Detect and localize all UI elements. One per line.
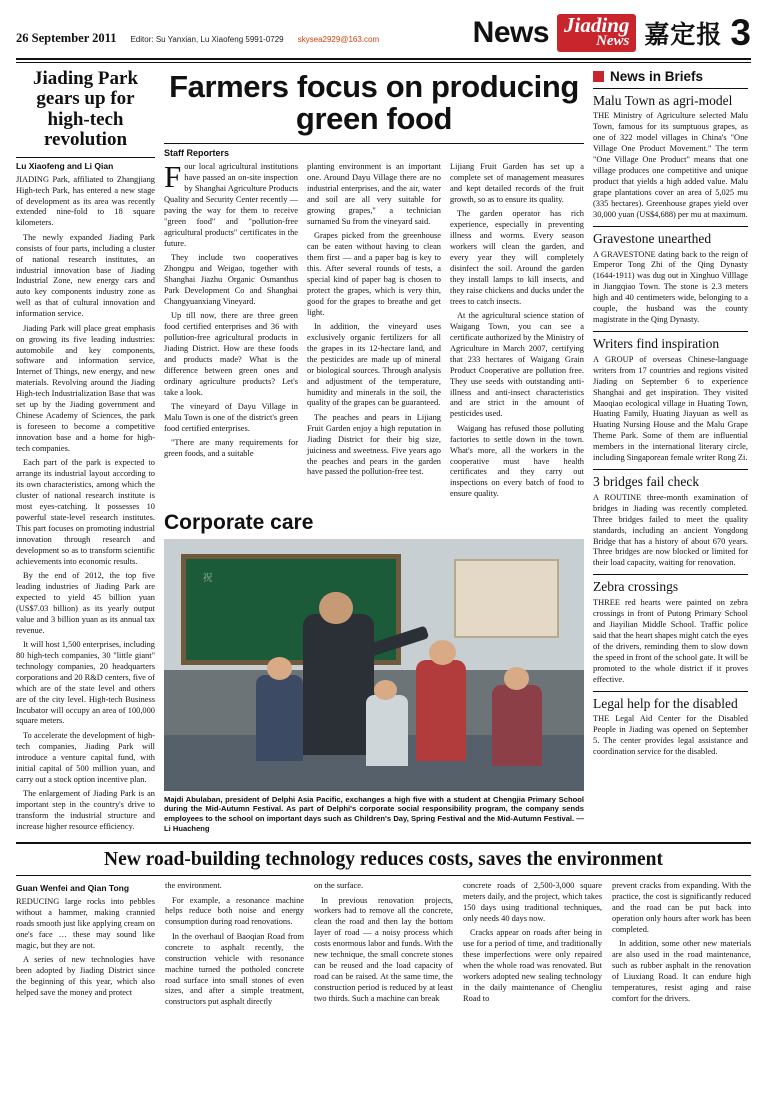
bottom-byline: Guan Wenfei and Qian Tong (16, 883, 130, 894)
red-square-icon (593, 71, 604, 82)
bottom-paragraph: In previous renovation projects, workers had to remove all the concrete, clean the road and then lay the bottom layer of road — a noisy process which costs enormous labor and funds. With the new technique, the small concrete stones can be reused and the load capacity of road can be raised. At the same time, the construction period is reduced by at least two thirds. Such a machine can break (314, 895, 453, 1003)
main-paragraph: The peaches and pears in Lijiang Fruit Garden enjoy a high reputation in Jiading District for their big size, juiciness and sweetness. Five years ago the peaches and pears in the garden have passed the pollution-free test. (307, 412, 441, 477)
brief-divider (593, 331, 748, 332)
left-column (16, 69, 155, 837)
bottom-paragraph: concrete roads of 2,500-3,000 square meters daily, and the project, which takes 150 days using traditional techniques, only needs 40 days now. (463, 881, 602, 923)
photo-headline: Corporate care (164, 510, 314, 534)
main-paragraph: Four local agricultural institutions have passed an on-site inspection by Shanghai Agriculture Products Quality and Security Center recently — paving the way for them to receive "green food" and "pollution-free agricultural products" certificates in the future. (164, 159, 298, 248)
brief-divider (593, 574, 748, 575)
bottom-paragraph: A series of new technologies have been adopted by Jiading District since the beginning of this year, which also helped save the money and protect (16, 955, 155, 998)
page-number: 3 (730, 12, 751, 54)
brief-title: 3 bridges fail check (593, 474, 700, 490)
student-highfive-head (429, 640, 456, 665)
bottom-paragraph: REDUCING large rocks into pebbles without a hammer, making crannied roads smooth just like applying cream on one's face … these may sound like magic, but they are not. (16, 897, 155, 950)
main-paragraph: The vineyard of Dayu Village in Malu Town is one of the district's green food certified enterprises. (164, 401, 298, 433)
left-byline: Lu Xiaofeng and Li Qian (16, 160, 114, 171)
bottom-col-1 (16, 881, 155, 1012)
masthead-rule-thick (16, 58, 751, 60)
main-paragraph: In addition, the vineyard uses exclusively organic fertilizers for all the grapes in its 12-hectare land, and the pesticides are made up of mineral or biological sources. Through analysis and adjustment of the temperature, humidity and minerals in the soil, the quality of the grapes can be guaranteed. (307, 321, 441, 408)
main-paragraph: Waigang has refused those polluting factories to settle down in the town. What's more, all the workers in the cooperative must have health certificates and they carry out inspections on every batch of food to ensure quality. (450, 423, 584, 499)
brief-title: Zebra crossings (593, 579, 679, 595)
main-col-3 (450, 162, 584, 504)
bottom-col-4 (463, 881, 602, 1012)
main-paragraph: Grapes picked from the greenhouse can be eaten without having to clean them first — and a paper bag is key to this. After several rounds of tests, a special kind of paper bag is chosen to protect the grapes, which is very thin, good for the grapes to breathe and get light. (307, 231, 441, 317)
main-headline: Farmers focus on producing green food (169, 68, 579, 136)
brief-divider (593, 226, 748, 227)
student-right (492, 685, 542, 766)
brief-body: A GRAVESTONE dating back to the reign of Emperor Tong Zhi of the Qing Dynasty (1644-1911) was dug out in Xinghuo Villlage in Jiangqiao Town. The stone is 2.3 meters high and 40 centimeters wide, belonging to a couple, the husband was the county magistrate in the Qing Dynasty. (593, 249, 748, 325)
brief-title: Gravestone unearthed (593, 230, 712, 246)
bottom-col-5 (612, 881, 751, 1012)
student-left (256, 675, 302, 761)
bottom-paragraph: For example, a resonance machine helps reduce both noise and energy consumption during road renovations. (165, 895, 304, 927)
bottom-paragraph: on the surface. (314, 881, 364, 891)
main-rule (164, 143, 584, 144)
main-paragraph: "There are many requirements for green foods, and a suitable (164, 438, 298, 459)
briefs-rule (593, 88, 748, 89)
masthead (0, 0, 767, 54)
brief-divider (593, 469, 748, 470)
chinese-masthead: 嘉定报 (644, 20, 723, 50)
main-paragraph: planting environment is an important one. Around Dayu Village there are no industrial enterprises, and the air, water and soil are all very suitable for growing grapes," a technician surnamed Su from the vineyard said. (307, 162, 441, 226)
main-text-columns (164, 159, 584, 504)
brief-body: THREE red hearts were painted on zebra crossings in front of Putong Primary School and Jiayilian Middle School. Traffic police said that the heart shapes might catch the eyes of the drivers, reminding them to slow down the speed in front of the school gate. It will be promoted to the whole district if it proves effective. (593, 598, 748, 684)
left-paragraph: To accelerate the development of high-tech companies, Jiading Park will introduce a venture capital fund, with initial capital of 500 million yuan, and carry out a stock option incentive plan. (16, 730, 155, 784)
main-paragraph: Up till now, there are three green food certified enterprises and 36 with pollution-free agricultural products in Jiading District. How are these foods and products made? What is the difference between green ones and ordinary agriculture products? Let's take a look. (164, 311, 298, 397)
brief-body: THE Ministry of Agriculture selected Malu Town, famous for its sumptuous grapes, as one of 322 model villages in China's "One Village One Product Movement." The term "One Village One Product" means that one village produces one competitive and unique product that yields a high added value. Malu grape plantations cover an area of 5,025 mu (335 hectares). Greenhouse grapes yield over 30,000 yuan (US$4,688) per mu at maximum. (593, 111, 748, 219)
briefs-header (593, 69, 748, 84)
brief-divider (593, 691, 748, 692)
chalkboard-text: 祝 (202, 572, 213, 584)
logo-line-2: News (596, 33, 630, 50)
wall-poster (454, 559, 559, 639)
bottom-paragraph: prevent cracks from expanding. With the practice, the cost is significantly reduced and the road can be put back into operation only hours after work has been completed. (612, 881, 751, 934)
left-rule (16, 157, 155, 158)
student-center (366, 695, 408, 766)
main-col-1 (164, 159, 298, 504)
main-article (164, 69, 584, 837)
left-paragraph: The newly expanded Jiading Park consists of four parts, including a cluster of national research institutes, an industrial innovation base of Jiading Industrial Zone, new energy cars and auto key components industry zone as well as that of cultural innovation and information service. (16, 232, 155, 319)
bottom-paragraph: Cracks appear on roads after being in use for a period of time, and traditionally these imperfections were only repaired when the whole road was renovated. But workers adopted new sealing technology in the daily maintenance of Chengliu Road to (463, 928, 602, 1003)
bottom-columns (16, 881, 751, 1012)
main-paragraph: The garden operator has rich experience, especially in preventing illness and worms. Every season workers will clean the garden, and every year they will completely disinfect the soil. Around the garden they install lamps to kill insects, and they raise chickens and ducks under the trees to catch insects. (450, 209, 584, 306)
left-paragraph: By the end of 2012, the top five leading industries of Jiading Park are expected to yield 45 billion yuan (US$7.03 billion) as its yearly output value and 3 billion yuan as its annual tax revenue. (16, 570, 155, 635)
jiading-news-logo (557, 14, 636, 52)
left-paragraph: Jiading Park will place great emphasis on growing its five leading industries: automobile and key components, software and information service, Internet of Things, new energy, and new materials. Revolving around the Jiading High-tech Industrialization Base that was set up by the Jiading government and Chinese Academy of Sciences, the park is foreseen to become a competitive innovation base and a home for high-tech companies. (16, 323, 155, 453)
bottom-col-2 (165, 881, 304, 1012)
photo-block (164, 511, 584, 834)
executive-head (319, 592, 353, 625)
bottom-paragraph: the environment. (165, 881, 222, 891)
main-paragraph: They include two cooperatives Zhongpu and Weigao, together with Shanghai Jiazhu Organic Osmanthus Park Development Co and Shanghai Changyuanxiang Vineyard. (164, 252, 298, 306)
brief-title: Malu Town as agri-model (593, 92, 733, 108)
editor-email: skysea2929@163.com (297, 35, 380, 45)
briefs-title: News in Briefs (610, 68, 704, 84)
main-byline: Staff Reporters (164, 148, 230, 159)
editor-credit: Editor: Su Yanxian, Lu Xiaofeng 5991-0729 (130, 35, 284, 45)
logo-line-1: Jiading (564, 13, 630, 37)
classroom-photo (164, 539, 584, 791)
student-left-head (267, 657, 292, 680)
bottom-rule-mid (16, 875, 751, 876)
bottom-paragraph: In addition, some other new materials are also used in the road maintenance, such as rubber asphalt in the renovation of Liuxiang Road. It can endure high temperatures, resist aging and raise comfort for the drivers. (612, 939, 751, 1003)
page-content (0, 63, 767, 837)
left-headline: Jiading Park gears up for high-tech revolution (32, 67, 139, 151)
main-paragraph: Lijiang Fruit Garden has set up a complete set of management measures and kept detailed records of the fruit growth, so as to ensure its quality. (450, 162, 584, 204)
news-in-briefs (593, 69, 748, 837)
masthead-left (16, 31, 379, 52)
left-paragraph: The enlargement of Jiading Park is an important step in the country's drive to transform the industrial structure and increase higher resource efficiency. (16, 788, 155, 831)
bottom-paragraph: In the overhaul of Baoqian Road from concrete to asphalt recently, the construction vehicle with resonance machine turned the potholed concrete road surface into small stones of even sizes, and after a simple treatment, constructors put asphalt directly (165, 931, 304, 1007)
issue-date: 26 September 2011 (16, 31, 117, 46)
brief-title: Writers find inspiration (593, 335, 720, 351)
main-paragraph: At the agricultural science station of Waigang Town, you can see a certificate authorized by the Ministry of Agriculture in March 2007, certifying that 233 hectares of Waigang Grain Product Cooperative are pollution free. They use seeds with outstanding anti-illness and anti-insect characteristics and are strict in the amount of pesticides used. (450, 311, 584, 419)
executive-figure (303, 614, 374, 755)
bottom-rule-top (16, 842, 751, 844)
bottom-col-3 (314, 881, 453, 1012)
brief-body: A GROUP of overseas Chinese-language writers from 17 countries and regions visited Jiading on September 6 to experience Shanghai and get inspiration. They visited Maoqiao ecological village in Huating Town, Huating Family, Huating Jiayuan as well as Huating Nursing House and the Malu Grape Theme Park. Some of them are influential members in the international literary circle, including Singaporean female writer Rong Zi. (593, 354, 748, 463)
student-highfive (416, 660, 466, 761)
brief-body: A ROUTINE three-month examination of bridges in Jiading was recently completed. Three bridges failed to meet the quality standards, including an ancient Yongdong Bridge that has a history of about 670 years. Three bridges are now blocked or limited for their load capacity, waiting for renovation. (593, 492, 748, 568)
left-paragraph: Each part of the park is expected to arrange its industrial layout according to its own characteristics, among which the cluster of national research institute is most eyes-catching. It possesses 10 powerful state-level research institutes. This part focuses on promoting industrial innovation through research and development so as to transform scientific achievements into economic results. (16, 458, 155, 566)
left-paragraph: It will host 1,500 enterprises, including 80 high-tech companies, 30 "little giant" technology companies, 20 headquarters corporations and 20 R&D centers, five of which are of the state level and others are of the city level. High-tech Business Incubator will occupy an area of 100,000 square meters. (16, 639, 155, 726)
bottom-headline: New road-building technology reduces costs, saves the environment (103, 849, 663, 871)
brief-title: Legal help for the disabled (593, 695, 738, 711)
student-center-head (374, 680, 397, 700)
main-col-2 (307, 162, 441, 504)
masthead-right (473, 14, 751, 52)
brief-body: THE Legal Aid Center for the Disabled People in Jiading was opened on September 5. The center provides legal assistance and coordination service for the disabled. (593, 714, 748, 757)
bottom-article (0, 842, 767, 1012)
photo-caption: Majdi Abulaban, president of Delphi Asia Pacific, exchanges a high five with a student at Chengjia Primary School during the Mid-Autumn Festival. As part of Delphi's corporate social responsibility program, the company sends employees to the school on important days such as Children's Day, Spring Festival and the Mid-Autumn Festival. — Li Huacheng (164, 794, 584, 833)
section-title: News (472, 16, 550, 50)
left-paragraph: JIADING Park, affiliated to Zhangjiang High-tech Park, has entered a new stage of development as its area was recently extended nine-fold to 18 square kilometers. (16, 174, 155, 228)
